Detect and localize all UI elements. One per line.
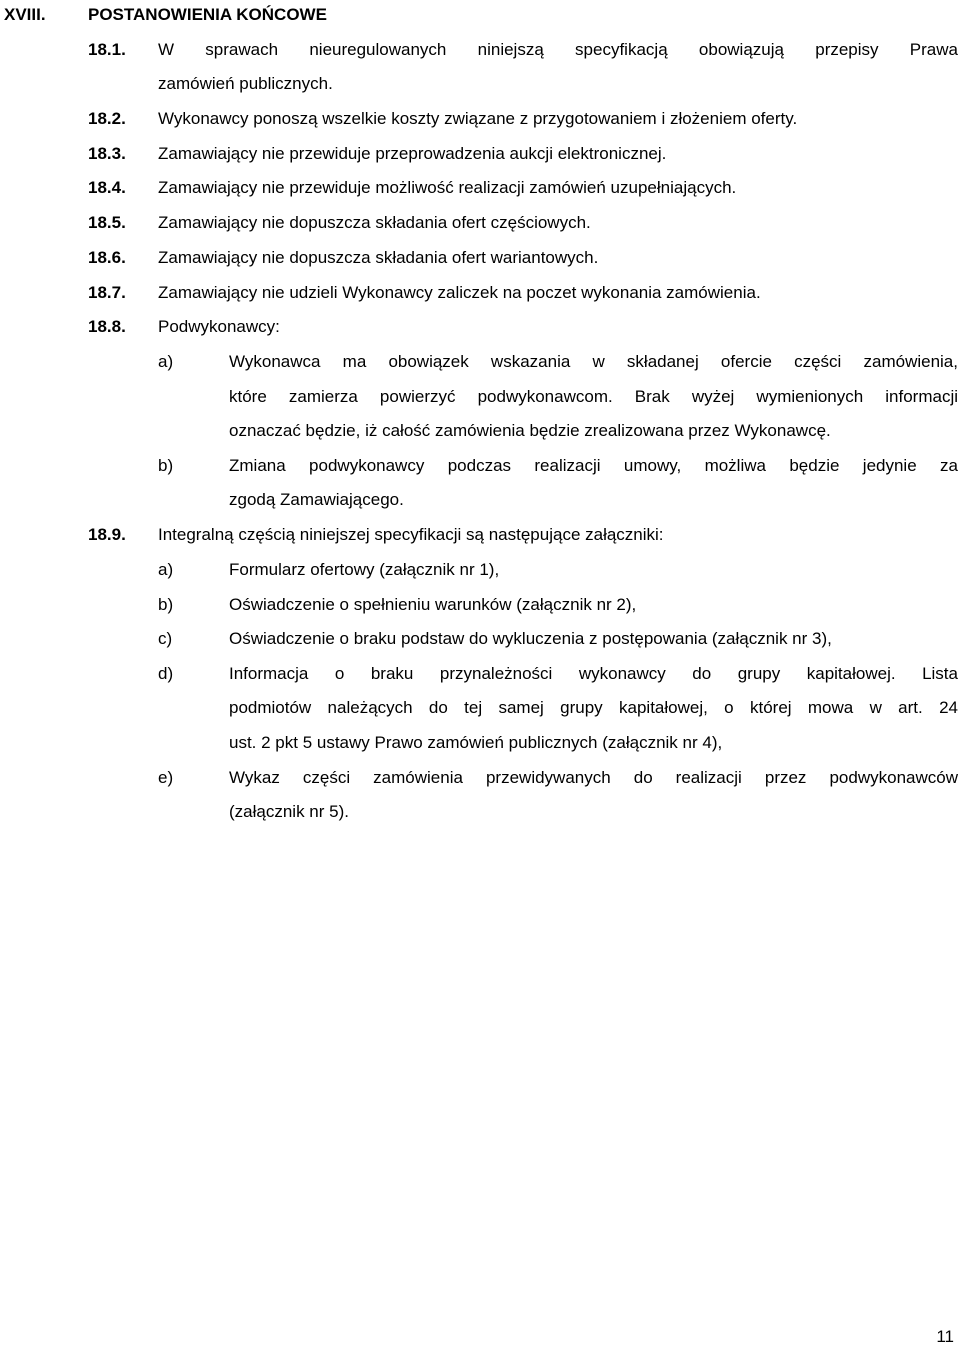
sublist-text: Wykonawca ma obowiązek wskazania w składanej ofercie części zamówienia,: [229, 352, 958, 371]
attachment-label: c): [158, 629, 173, 648]
attachment-text: (załącznik nr 5).: [229, 802, 349, 821]
attachment-text: ust. 2 pkt 5 ustawy Prawo zamówień publicznych (załącznik nr 4),: [229, 733, 723, 752]
item-number: 18.1.: [88, 40, 126, 59]
attachment-text: Formularz ofertowy (załącznik nr 1),: [229, 560, 500, 579]
item-number: 18.9.: [88, 525, 126, 544]
attachment-label: a): [158, 560, 174, 579]
attachment-label: e): [158, 768, 174, 787]
item-number: 18.6.: [88, 248, 126, 267]
item-text: Zamawiający nie przewiduje możliwość realizacji zamówień uzupełniających.: [158, 178, 737, 197]
item-text-continued: zamówień publicznych.: [158, 74, 333, 93]
item-text: Wykonawcy ponoszą wszelkie koszty związane z przygotowaniem i złożeniem oferty.: [158, 109, 798, 128]
item-text: Podwykonawcy:: [158, 317, 280, 336]
sublist-text: oznaczać będzie, iż całość zamówienia będzie zrealizowana przez Wykonawcę.: [229, 421, 831, 440]
sublist-text: Zmiana podwykonawcy podczas realizacji umowy, możliwa będzie jedynie za: [229, 456, 958, 475]
attachment-text: Informacja o braku przynależności wykonawcy do grupy kapitałowej. Lista: [229, 664, 958, 683]
item-number: 18.3.: [88, 144, 126, 163]
attachment-text: podmiotów należących do tej samej grupy kapitałowej, o której mowa w art. 24: [229, 698, 958, 717]
attachment-text: Oświadczenie o braku podstaw do wykluczenia z postępowania (załącznik nr 3),: [229, 629, 832, 648]
item-text: Zamawiający nie dopuszcza składania ofert częściowych.: [158, 213, 591, 232]
item-number: 18.7.: [88, 283, 126, 302]
sublist-text: zgodą Zamawiającego.: [229, 490, 404, 509]
item-number: 18.5.: [88, 213, 126, 232]
attachment-label: b): [158, 595, 174, 614]
sublist-label: a): [158, 352, 174, 371]
item-text: W sprawach nieuregulowanych niniejszą specyfikacją obowiązują przepisy Prawa: [158, 40, 958, 59]
item-text: Zamawiający nie udzieli Wykonawcy zaliczek na poczet wykonania zamówienia.: [158, 283, 761, 302]
item-text: Zamawiający nie przewiduje przeprowadzenia aukcji elektronicznej.: [158, 144, 667, 163]
attachment-text: Wykaz części zamówienia przewidywanych do realizacji przez podwykonawców: [229, 768, 958, 787]
page-number: 11: [936, 1327, 954, 1346]
item-number: 18.2.: [88, 109, 126, 128]
item-text: Integralną częścią niniejszej specyfikacji są następujące załączniki:: [158, 525, 664, 544]
section-number: XVIII.: [4, 5, 46, 24]
item-number: 18.4.: [88, 178, 126, 197]
sublist-label: b): [158, 456, 174, 475]
attachment-text: Oświadczenie o spełnieniu warunków (załącznik nr 2),: [229, 595, 637, 614]
sublist-text: które zamierza powierzyć podwykonawcom. Brak wyżej wymienionych informacji: [229, 387, 958, 406]
item-text: Zamawiający nie dopuszcza składania ofert wariantowych.: [158, 248, 599, 267]
section-title: POSTANOWIENIA KOŃCOWE: [88, 5, 327, 24]
item-number: 18.8.: [88, 317, 126, 336]
attachment-label: d): [158, 664, 174, 683]
